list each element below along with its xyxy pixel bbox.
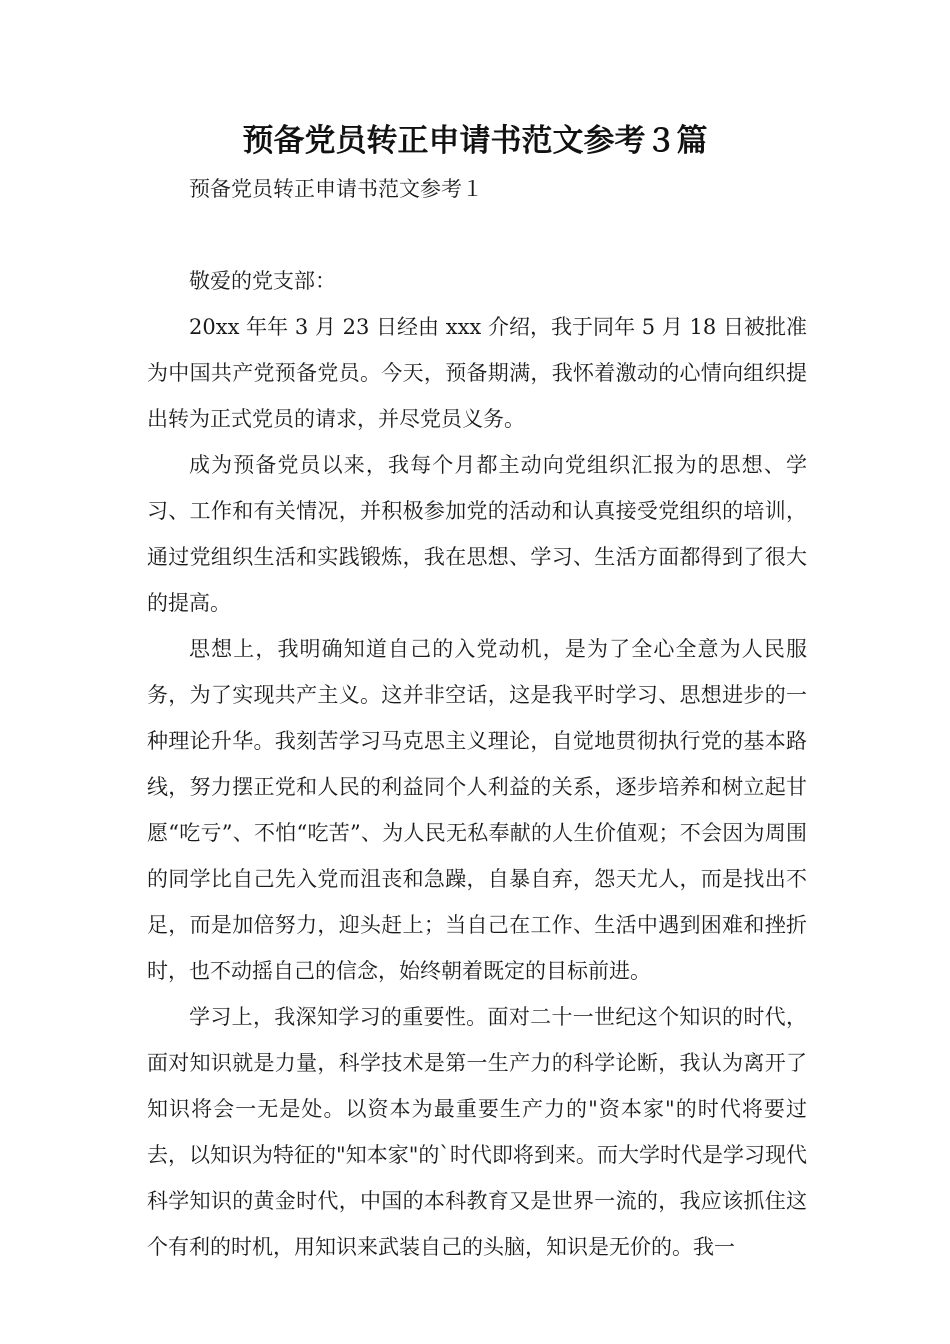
paragraph: 成为预备党员以来，我每个月都主动向党组织汇报为的思想、学习、工作和有关情况，并积极参加党的活动和认真接受党组织的培训，通过党组织生活和实践锻炼，我在思想、学习、生活方面都得到了很大的提高。 bbox=[147, 453, 807, 615]
document-title: 预备党员转正申请书范文参考３篇 bbox=[242, 123, 708, 159]
salutation: 敬爱的党支部： bbox=[189, 269, 336, 293]
paragraph: 思想上，我明确知道自己的入党动机，是为了全心全意为人民服务，为了实现共产主义。这并非空话，这是我平时学习、思想进步的一种理论升华。我刻苦学习马克思主义理论，自觉地贯彻执行党的基本路线，努力摆正党和人民的利益同个人利益的关系，逐步培养和树立起甘愿“吃亏”、不怕“吃苦”、为人民无私奉献的人生价值观；不会因为周围的同学比自己先入党而沮丧和急躁，自暴自弃，怨天尤人，而是找出不足，而是加倍努力，迎头赶上；当自己在工作、生活中遇到困难和挫折时，也不动摇自己的信念，始终朝着既定的目标前进。 bbox=[147, 637, 807, 983]
document-body bbox=[147, 166, 807, 1270]
paragraph: 20xx 年年 3 月 23 日经由 xxx 介绍，我于同年 5 月 18 日被批准为中国共产党预备党员。今天，预备期满，我怀着激动的心情向组织提出转为正式党员的请求，并尽党员义务。 bbox=[147, 315, 807, 431]
paragraph: 学习上，我深知学习的重要性。面对二十一世纪这个知识的时代，面对知识就是力量，科学技术是第一生产力的科学论断，我认为离开了知识将会一无是处。以资本为最重要生产力的"资本家"的时代将要过去，以知识为特征的"知本家"的`时代即将到来。而大学时代是学习现代科学知识的黄金时代，中国的本科教育又是世界一流的，我应该抓住这个有利的时机，用知识来武装自己的头脑，知识是无价的。我一 bbox=[147, 1005, 807, 1259]
document-subtitle: 预备党员转正申请书范文参考１ bbox=[189, 177, 483, 201]
